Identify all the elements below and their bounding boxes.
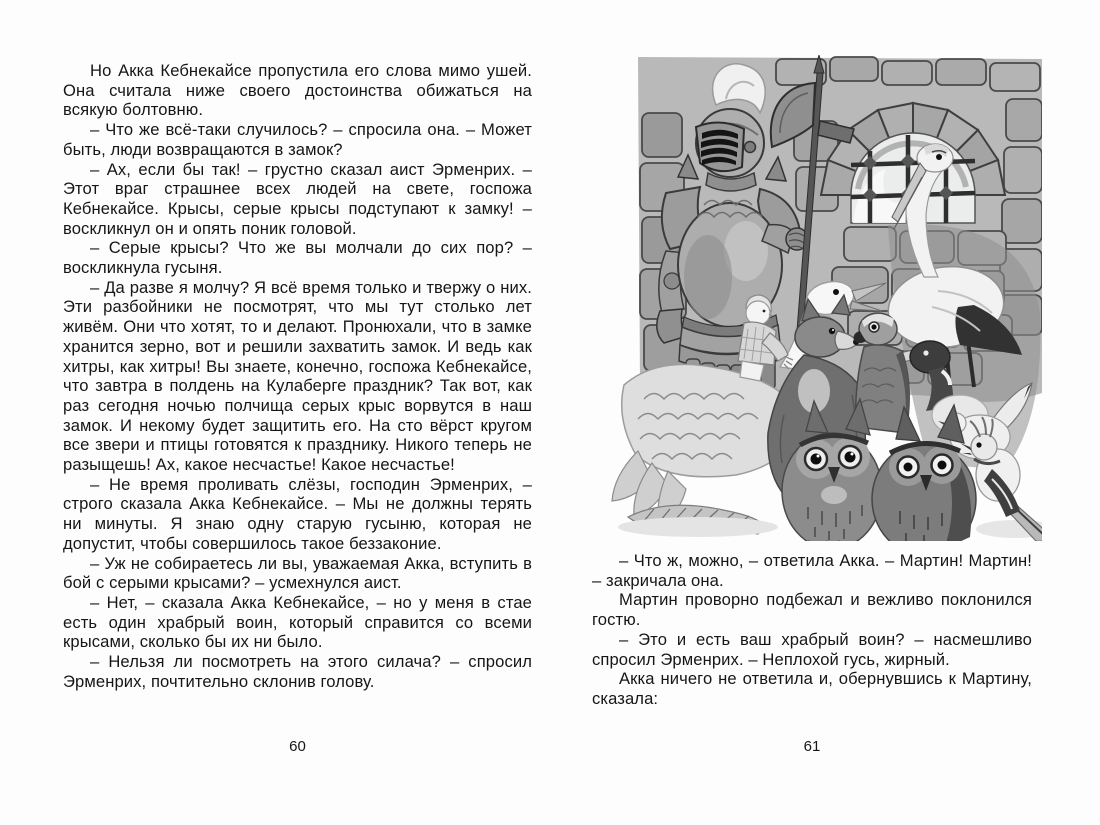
paragraph: – Серые крысы? Что же вы молчали до сих пор? – воскликнула гусыня.: [63, 238, 532, 278]
paragraph: – Что же всё-таки случилось? – спросила она. – Может быть, люди возвращаются в замок?: [63, 120, 532, 159]
paragraph: Но Акка Кебнекайсе пропустила его слова мимо ушей. Она считала ниже своего достоинства обижаться на всякую болтовню.: [63, 61, 532, 120]
songbird-head: [971, 434, 997, 460]
right-page-text: [592, 551, 1032, 709]
paragraph: – Ах, если бы так! – грустно сказал аист Эрменрих. – Этот враг страшнее всех людей на свете, госпожа Кебнекайсе. Крысы, серые крысы подступают к замку! – воскликнул он и опять поник головой.: [63, 159, 532, 238]
paragraph: Мартин проворно подбежал и вежливо поклонился гостю.: [592, 590, 1032, 630]
songbird-eye: [976, 442, 981, 447]
paragraph: – Да разве я молчу? Я всё время только и твержу о них. Эти разбойники не посмотрят, что мы тут столько лет живём. Они что хотят, то и делают. Пронюхали, что в замке хранится зерно, вот и решили захватить замок. И ведь как хитры, как хитры! Вы знаете, конечно, госпожа Кебнекайсе, что завтра в полдень на Кулаберге праздник? Так вот, как раз сегодня ночью полчища серых крыс ворвутся в наш замок. И некому будет защитить его. На сто вёрст кругом все звери и птицы готовятся к празднику. Никого теперь не разыщешь! Ах, какое несчастье! Какое несчастье!: [63, 277, 532, 475]
nils-eye: [763, 310, 766, 313]
marten-eye: [829, 328, 835, 334]
paragraph: – Нельзя ли посмотреть на этого силача? – спросил Эрменрих, почтительно склонив голову.: [63, 652, 532, 691]
left-page-text: [63, 61, 532, 692]
paragraph: – Не время проливать слёзы, господин Эрменрих, – строго сказала Акка Кебнекайсе. – Мы не должны терять ни минуты. Я знаю одну старую гусыню, которая не допустит, чтобы совершилось такое беззаконие.: [63, 474, 532, 553]
stork-eye: [936, 154, 942, 160]
illustration-svg: [608, 55, 1042, 541]
nils-pants: [740, 361, 764, 381]
goose-eye: [833, 289, 839, 295]
nils-head: [746, 301, 770, 325]
paragraph: – Что ж, можно, – ответила Акка. – Мартин! Мартин! – закричала она.: [592, 551, 1032, 590]
paragraph: – Уж не собираетесь ли вы, уважаемая Акка, вступить в бой с серыми крысами? – усмехнулся аист.: [63, 553, 532, 593]
duck-eye: [923, 350, 928, 355]
paragraph: – Это и есть ваш храбрый воин? – насмешливо спросил Эрменрих. – Неплохой гусь, жирный.: [592, 629, 1032, 669]
paragraph: – Нет, – сказала Акка Кебнекайсе, – но у меня в стае есть один храбрый воин, который справится со всеми крысами, сколько бы их ни было.: [63, 592, 532, 652]
book-illustration: [608, 55, 1042, 541]
page-number-left: 60: [289, 738, 306, 755]
page-number-right: 61: [803, 738, 821, 755]
gauntlet-left: [657, 309, 684, 343]
paragraph: Акка ничего не ответила и, обернувшись к Мартину, сказала:: [592, 669, 1032, 708]
